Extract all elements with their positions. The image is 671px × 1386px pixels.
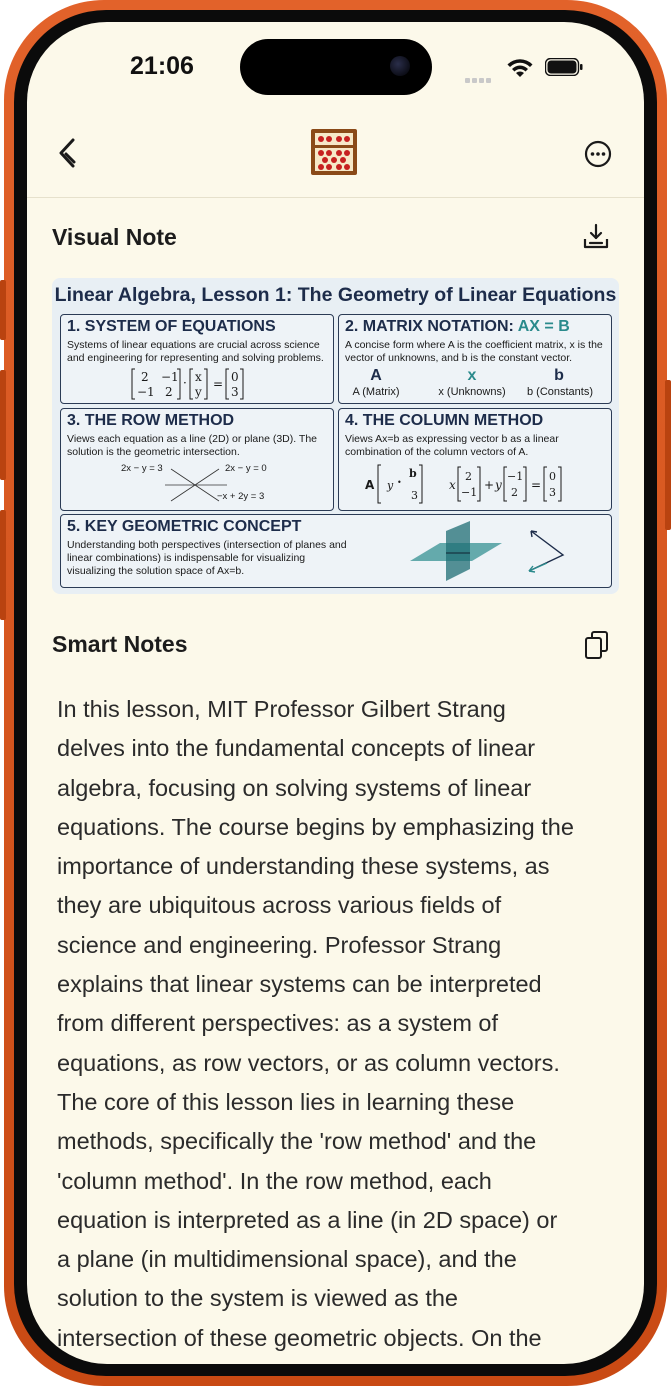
side-button bbox=[0, 370, 6, 480]
notes-line: a plane (in multidimensional space), and the bbox=[57, 1246, 517, 1273]
line-label: 2x − y = 0 bbox=[225, 463, 267, 474]
box-text: Understanding both perspectives (intersection of planes and linear combinations) is indispensable for visualizing visualizing the solution space of Ax=b. bbox=[67, 539, 347, 577]
visual-note-title: Visual Note bbox=[52, 224, 177, 250]
svg-text:2: 2 bbox=[511, 486, 518, 499]
intersecting-planes-graphic bbox=[406, 519, 506, 585]
abacus-icon[interactable] bbox=[310, 128, 358, 176]
status-time: 21:06 bbox=[130, 52, 194, 80]
variable-x: x bbox=[467, 367, 477, 384]
box-text: Views Ax=b as expressing vector b as a linear combination of the column vectors of A. bbox=[345, 433, 559, 458]
download-icon[interactable] bbox=[582, 222, 610, 252]
svg-text:2: 2 bbox=[465, 470, 472, 483]
box-title: 2. MATRIX NOTATION: AX = B bbox=[345, 318, 570, 335]
smart-notes-title: Smart Notes bbox=[52, 631, 188, 657]
notes-line: they are ubiquitous across various fields of bbox=[57, 892, 502, 919]
svg-text:b: b bbox=[409, 467, 417, 480]
system-of-equations-box bbox=[60, 314, 334, 404]
notes-line: methods, specifically the 'row method' and the bbox=[57, 1128, 537, 1155]
copy-icon[interactable] bbox=[583, 630, 611, 660]
svg-text:3: 3 bbox=[231, 385, 239, 399]
svg-text:•: • bbox=[397, 478, 402, 487]
notes-line: intersection of these geometric objects. On the bbox=[57, 1324, 542, 1351]
column-method-box bbox=[338, 408, 612, 511]
side-button bbox=[0, 280, 6, 340]
notes-line: equations. The course begins by emphasizing the bbox=[57, 813, 574, 840]
notes-line: equation is interpreted as a line (in 2D space) or bbox=[57, 1206, 558, 1233]
camera-icon bbox=[390, 56, 410, 76]
notes-line: explains that linear systems can be interpreted bbox=[57, 971, 542, 998]
svg-text:2: 2 bbox=[165, 385, 173, 399]
dynamic-island bbox=[240, 39, 432, 95]
svg-text:x: x bbox=[195, 370, 202, 384]
column-method-graphic bbox=[365, 461, 595, 507]
app-screen bbox=[27, 22, 644, 1364]
notes-line: equations, as row vectors, or as column vectors. bbox=[57, 1049, 560, 1076]
notes-line: importance of understanding these systems, as bbox=[57, 853, 550, 880]
nav-divider bbox=[27, 197, 644, 198]
notes-line: algebra, focusing on solving systems of linear bbox=[57, 774, 532, 801]
side-button bbox=[665, 380, 671, 530]
variable-a: A bbox=[370, 367, 382, 384]
box-title: 1. SYSTEM OF EQUATIONS bbox=[67, 318, 276, 335]
svg-text:3: 3 bbox=[411, 489, 418, 502]
svg-text:0: 0 bbox=[549, 470, 556, 483]
back-chevron-icon[interactable] bbox=[53, 134, 83, 174]
box-title: 5. KEY GEOMETRIC CONCEPT bbox=[67, 518, 302, 535]
visual-note-card[interactable] bbox=[52, 278, 619, 594]
svg-text:−1: −1 bbox=[507, 470, 524, 483]
notes-line: solution to the system is viewed as the bbox=[57, 1285, 459, 1312]
box-text: A concise form where A is the coefficient matrix, x is the vector of unknowns, and b is the constant vector. bbox=[345, 339, 603, 364]
line-label: 2x − y = 3 bbox=[121, 463, 163, 474]
smart-notes-body bbox=[57, 690, 629, 1358]
svg-text:=: = bbox=[213, 377, 224, 391]
svg-text:y: y bbox=[195, 385, 202, 399]
svg-text:y: y bbox=[495, 478, 502, 492]
box-title: 4. THE COLUMN METHOD bbox=[345, 412, 544, 429]
svg-text:−1: −1 bbox=[161, 370, 179, 384]
svg-text:·: · bbox=[183, 376, 187, 390]
side-button bbox=[0, 510, 6, 620]
svg-text:−1: −1 bbox=[137, 385, 155, 399]
variable-b: b bbox=[554, 367, 564, 384]
notes-line: In this lesson, MIT Professor Gilbert Strang bbox=[57, 696, 506, 722]
vector-arrows-graphic bbox=[523, 527, 573, 577]
svg-text:0: 0 bbox=[231, 370, 239, 384]
svg-text:A: A bbox=[365, 478, 375, 492]
svg-text:+: + bbox=[484, 478, 495, 492]
notes-line: delves into the fundamental concepts of linear bbox=[57, 735, 536, 762]
cellular-signal-icon bbox=[465, 70, 493, 88]
label-matrix: A (Matrix) bbox=[352, 386, 400, 398]
box-title: 3. THE ROW METHOD bbox=[67, 412, 235, 429]
matrix-notation-box bbox=[338, 314, 612, 404]
svg-text:x: x bbox=[449, 478, 456, 492]
visual-note-heading: Linear Algebra, Lesson 1: The Geometry of Linear Equations bbox=[54, 284, 617, 306]
battery-icon bbox=[545, 58, 583, 76]
box-text: Systems of linear equations are crucial across science and engineering for representing and solving problems. bbox=[67, 339, 324, 364]
svg-text:−1: −1 bbox=[461, 486, 478, 499]
matrix-equation-graphic bbox=[131, 367, 271, 401]
key-geometric-concept-box bbox=[60, 514, 612, 588]
svg-text:=: = bbox=[531, 478, 542, 492]
label-constants: b (Constants) bbox=[526, 386, 594, 398]
notes-line: The core of this lesson lies in learning these bbox=[57, 1088, 515, 1115]
notes-line: science and engineering. Professor Strang bbox=[57, 931, 502, 958]
more-circle-icon[interactable] bbox=[583, 139, 613, 169]
svg-text:2: 2 bbox=[141, 370, 149, 384]
label-unknowns: x (Unknowns) bbox=[438, 386, 506, 398]
svg-text:y: y bbox=[387, 479, 394, 492]
box-text: Views each equation as a line (2D) or plane (3D). The solution is the geometric intersection. bbox=[67, 433, 318, 458]
notes-line: 'column method'. In the row method, each bbox=[57, 1167, 492, 1194]
wifi-icon bbox=[505, 55, 535, 79]
notes-line: from different perspectives: as a system of bbox=[57, 1010, 499, 1037]
row-method-box bbox=[60, 408, 334, 511]
svg-text:3: 3 bbox=[549, 486, 556, 499]
line-label: −x + 2y = 3 bbox=[217, 491, 265, 502]
